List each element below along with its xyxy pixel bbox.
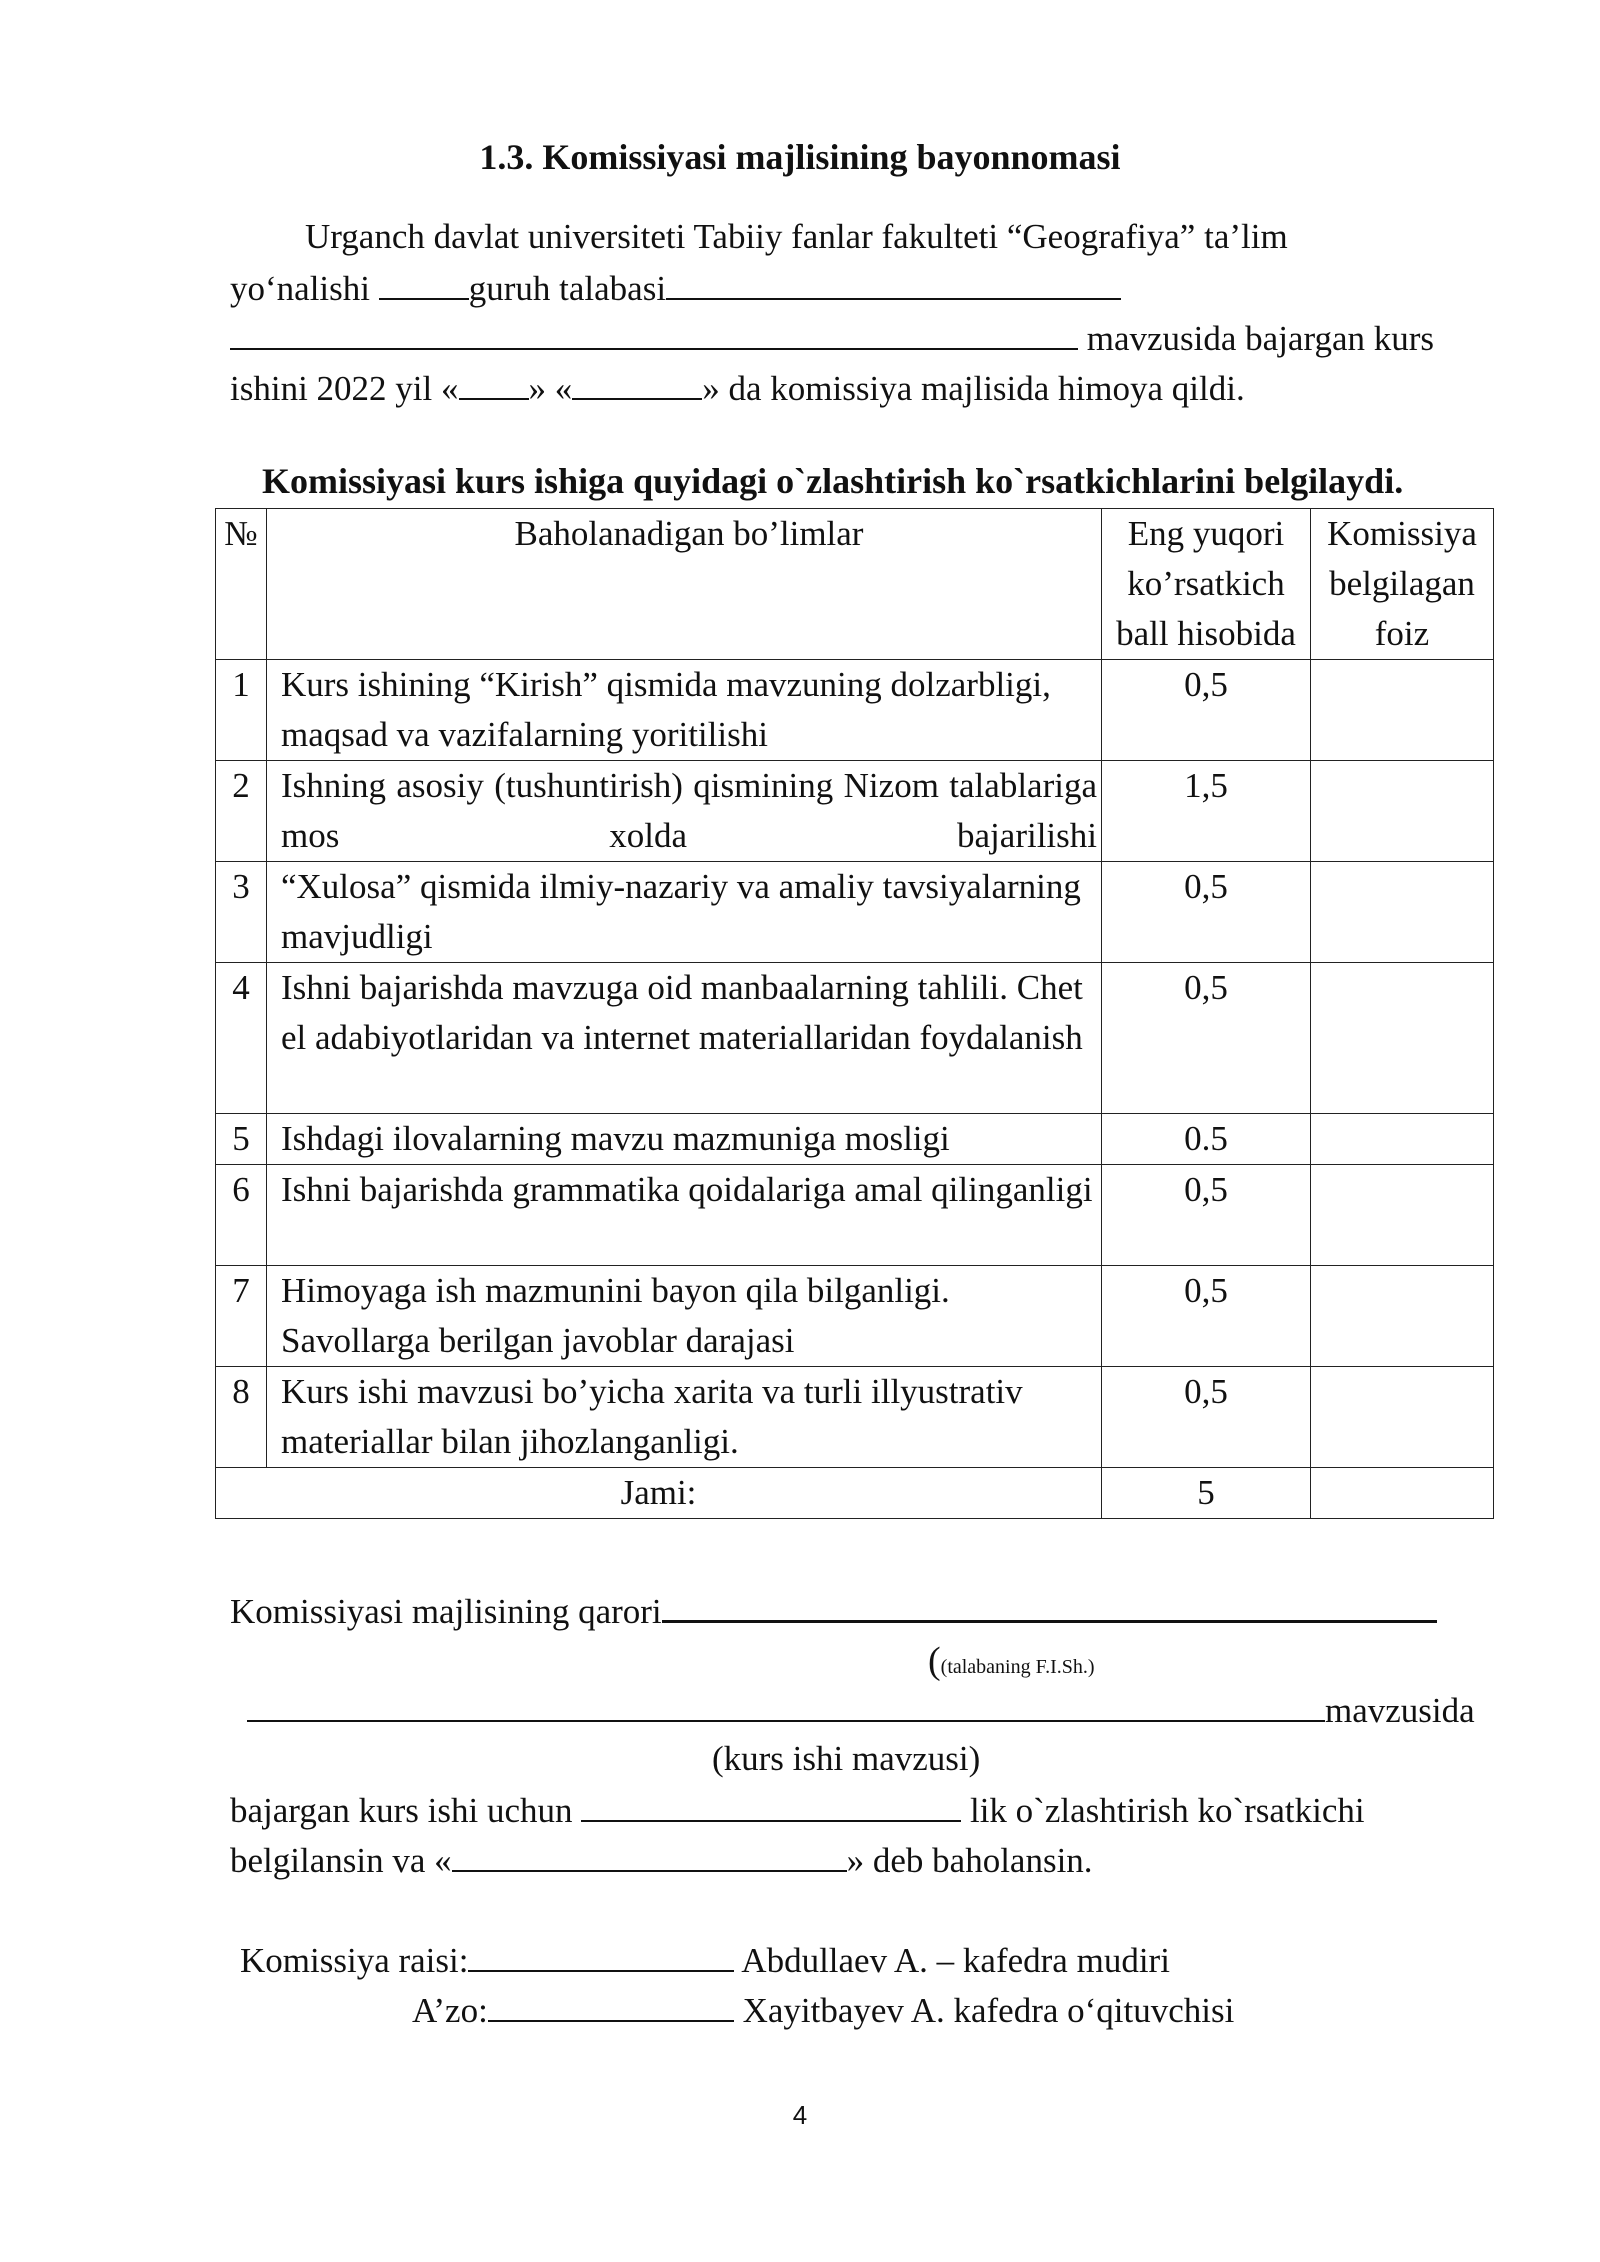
table-row — [216, 1114, 1494, 1165]
row-number: 6 — [216, 1165, 267, 1266]
decision-line-3 — [230, 1784, 1365, 1836]
row-max-score: 0,5 — [1102, 1165, 1311, 1266]
table-title: Komissiyasi kurs ishiga quyidagi o`zlashtirish ko`rsatkichlarini belgilaydi. — [262, 461, 1404, 501]
topic-blank — [230, 312, 1078, 350]
decision-line-4 — [230, 1834, 1093, 1886]
row-percent-cell[interactable] — [1311, 761, 1494, 862]
row-percent-cell[interactable] — [1311, 862, 1494, 963]
chair-label: Komissiya raisi: — [240, 1941, 469, 1980]
row-number: 5 — [216, 1114, 267, 1165]
row-number: 4 — [216, 963, 267, 1114]
table-header-row — [216, 509, 1494, 660]
header-section: Baholanadigan bo’limlar — [267, 509, 1102, 660]
group-blank — [379, 262, 469, 300]
chair-signature-line — [240, 1934, 1170, 1986]
table-row — [216, 963, 1494, 1114]
header-num: № — [216, 509, 267, 660]
decision-topic-blank — [247, 1684, 1325, 1722]
topic-hint: (kurs ishi mavzusi) — [712, 1739, 981, 1778]
header-max-score: Eng yuqori ko’rsatkich ball hisobida — [1102, 509, 1311, 660]
score-blank — [581, 1784, 961, 1822]
decision-line-1 — [230, 1584, 1437, 1637]
row-number: 1 — [216, 660, 267, 761]
chair-signature-blank — [468, 1934, 734, 1972]
score-suffix: lik o`zlashtirish ko`rsatkichi — [961, 1791, 1365, 1830]
total-percent-cell[interactable] — [1311, 1468, 1494, 1519]
intro-year-label: ishini 2022 yil « — [230, 369, 459, 408]
row-number: 7 — [216, 1266, 267, 1367]
table-total-row — [216, 1468, 1494, 1519]
member-signature-line — [412, 1984, 1234, 2036]
row-section: Kurs ishi mavzusi bo’yicha xarita va turli illyustrativ materiallar bilan jihozlanganligi. — [267, 1367, 1102, 1468]
grade-label: belgilansin va « — [230, 1841, 452, 1880]
row-section: Himoyaga ish mazmunini bayon qila bilganligi. Savollarga berilgan javoblar darajasi — [267, 1266, 1102, 1367]
row-section: Ishni bajarishda mavzuga oid manbaalarning tahlili. Chet el adabiyotlaridan va internet materiallaridan foydalanish — [267, 963, 1102, 1114]
row-percent-cell[interactable] — [1311, 963, 1494, 1114]
row-number: 2 — [216, 761, 267, 862]
table-row — [216, 761, 1494, 862]
intro-defended-label: » da komissiya majlisida himoya qildi. — [702, 369, 1245, 408]
page-number: 4 — [792, 2100, 808, 2130]
member-label: A’zo: — [412, 1991, 488, 2030]
month-blank — [572, 362, 702, 400]
intro-quote-sep: » « — [528, 369, 573, 408]
row-percent-cell[interactable] — [1311, 1165, 1494, 1266]
grade-blank — [452, 1834, 847, 1872]
row-percent-cell[interactable] — [1311, 1114, 1494, 1165]
member-name: Xayitbayev A. kafedra o‘qituvchisi — [733, 1991, 1235, 2030]
table-row — [216, 862, 1494, 963]
student-name-blank — [666, 262, 1121, 300]
decision-label: Komissiyasi majlisining qarori — [230, 1592, 662, 1631]
intro-student-label: guruh talabasi — [468, 269, 667, 308]
intro-line-1: Urganch davlat universiteti Tabiiy fanlar fakulteti “Geografiya” ta’lim — [305, 217, 1288, 256]
row-max-score: 0,5 — [1102, 1266, 1311, 1367]
row-number: 8 — [216, 1367, 267, 1468]
page-title: 1.3. Komissiyasi majlisining bayonnomasi — [479, 137, 1121, 177]
row-max-score: 0,5 — [1102, 963, 1311, 1114]
day-blank — [459, 362, 529, 400]
grade-suffix: » deb baholansin. — [846, 1841, 1093, 1880]
row-percent-cell[interactable] — [1311, 1266, 1494, 1367]
row-max-score: 0,5 — [1102, 862, 1311, 963]
row-max-score: 0,5 — [1102, 1367, 1311, 1468]
table-row — [216, 1165, 1494, 1266]
row-percent-cell[interactable] — [1311, 1367, 1494, 1468]
intro-line-4 — [230, 362, 1245, 414]
row-max-score: 1,5 — [1102, 761, 1311, 862]
total-label: Jami: — [216, 1468, 1102, 1519]
grading-table — [215, 508, 1494, 1519]
row-max-score: 0.5 — [1102, 1114, 1311, 1165]
chair-name: Abdullaev A. – kafedra mudiri — [734, 1941, 1170, 1980]
table-row — [216, 660, 1494, 761]
score-label: bajargan kurs ishi uchun — [230, 1791, 582, 1830]
member-signature-blank — [488, 1984, 734, 2022]
row-number: 3 — [216, 862, 267, 963]
row-percent-cell[interactable] — [1311, 660, 1494, 761]
row-section: Ishning asosiy (tushuntirish) qismining Nizom talablariga mos xolda bajarilishi — [267, 761, 1102, 862]
decision-student-blank — [662, 1584, 1437, 1623]
intro-line-3 — [230, 312, 1434, 364]
table-row — [216, 1367, 1494, 1468]
row-section: Ishni bajarishda grammatika qoidalariga amal qilinganligi — [267, 1165, 1102, 1266]
intro-line-2 — [230, 262, 1121, 314]
topic-suffix: mavzusida — [1325, 1691, 1475, 1730]
student-hint: ((talabaning F.I.Sh.) — [928, 1640, 1095, 1682]
decision-line-2 — [247, 1684, 1475, 1736]
row-section: “Xulosa” qismida ilmiy-nazariy va amaliy tavsiyalarning mavjudligi — [267, 862, 1102, 963]
intro-direction-label: yo‘nalishi — [230, 269, 379, 308]
row-section: Ishdagi ilovalarning mavzu mazmuniga mosligi — [267, 1114, 1102, 1165]
intro-topic-label: mavzusida bajargan kurs — [1078, 319, 1435, 358]
row-section: Kurs ishining “Kirish” qismida mavzuning dolzarbligi, maqsad va vazifalarning yoritilishi — [267, 660, 1102, 761]
table-row — [216, 1266, 1494, 1367]
header-percent: Komissiya belgilagan foiz — [1311, 509, 1494, 660]
row-max-score: 0,5 — [1102, 660, 1311, 761]
total-value: 5 — [1102, 1468, 1311, 1519]
